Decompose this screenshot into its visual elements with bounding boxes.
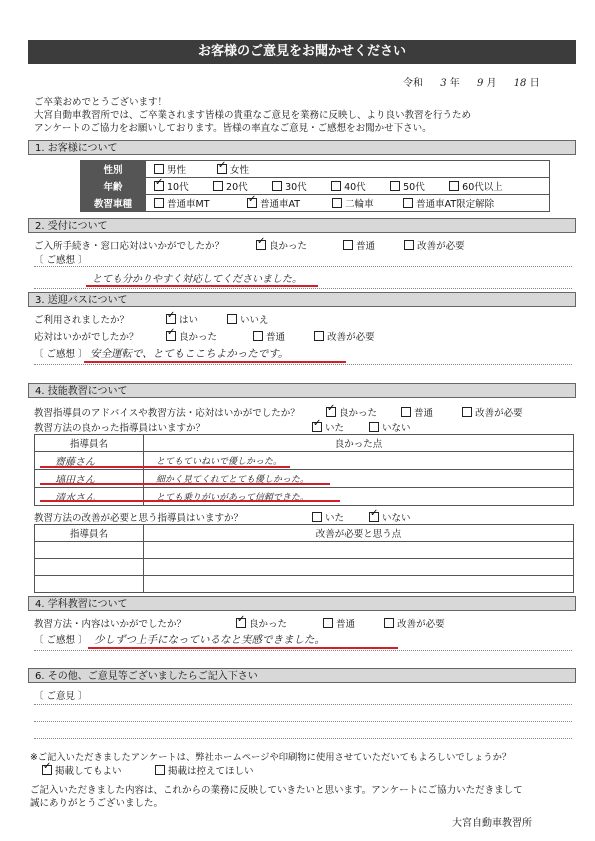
option-label: 普通 [336,619,356,630]
intro-text [34,96,471,135]
consent-options [42,763,254,777]
option-present[interactable] [312,510,366,524]
age-20s-option[interactable] [213,179,269,193]
consent-question: ※ご記入いただきましたアンケートは、弊社ホームページや印刷物に使用させていただいてもよろしいでしょうか？ [30,752,512,763]
table-row [35,576,574,593]
bad-instructor-table [34,524,574,593]
option-good[interactable] [326,405,398,419]
gender-female-option[interactable] [217,162,249,176]
reception-impression: とても分かりやすく対応してくださいました。 [92,274,302,285]
gender-options [146,161,550,178]
option-needs-improvement[interactable] [462,405,523,419]
option-no[interactable] [227,312,269,326]
good-instructor-question: 教習方法の良かった指導員はいますか？ [34,423,206,434]
option-needs-improvement[interactable] [314,329,375,343]
instructor-name: 齋藤さん [35,452,144,470]
checkbox[interactable] [404,240,414,250]
underline-mark [84,361,346,363]
checkbox[interactable] [253,331,263,341]
checkbox[interactable] [343,240,353,250]
checkbox[interactable] [403,198,413,208]
table-row [35,488,574,506]
age-options [146,178,550,195]
option-allow-publish[interactable] [42,763,152,777]
type-mt-option[interactable] [154,196,244,210]
checkbox-checked[interactable] [42,765,52,775]
table-cell [35,576,144,593]
date-day-unit: 日 [529,78,540,89]
checkbox[interactable] [314,331,324,341]
table-row [35,542,574,559]
divider [34,266,572,267]
closing-line: ご記入いただきました内容は、これからの業務に反映していきたいと思います。アンケートにご協力いただきまして [30,785,523,796]
table-cell [35,559,144,576]
option-normal[interactable] [323,616,381,630]
checkbox[interactable] [449,181,459,191]
option-label: 普通車AT限定解除 [416,199,495,210]
date-year-unit: 年 [449,78,460,89]
vehicle-type-options [146,195,550,212]
option-label: 良かった [339,408,378,419]
option-label: 20代 [226,182,248,193]
option-good[interactable] [236,616,320,630]
instructor-name: 塙田さん [35,470,144,488]
instructor-comment: とてもていねいで優しかった。 [144,452,574,470]
skills-advice-options [326,405,523,419]
option-label: いない [382,423,411,434]
underline-mark [88,647,398,649]
table-cell [144,576,574,593]
divider [34,288,572,289]
table-cell [144,559,574,576]
intro-line: 大宮自動車教習所では、ご卒業されます皆様の貴重なご意見を業務に反映し、より良い教習を行うため [34,110,472,121]
type-at-release-option[interactable] [403,196,494,210]
checkbox-checked[interactable] [247,198,257,208]
option-label: 改善が必要 [397,619,445,630]
option-absent[interactable] [369,420,411,434]
bus-impression: 安全運転で、とてもここちよかったです。 [90,348,289,360]
opinion-label: 〔 ご意見 〕 [34,691,88,702]
underline-mark [86,285,318,287]
option-label: 掲載してもよい [55,766,122,777]
checkbox-checked[interactable] [217,164,227,174]
divider [34,721,572,722]
bus-service-options [166,329,375,343]
reception-options [256,238,465,252]
impression-label: 〔 ご感想 〕 [34,349,88,360]
checkbox[interactable] [227,314,237,324]
good-instructor-options [312,420,411,434]
table-row [35,559,574,576]
option-label: 普通 [266,332,286,343]
option-yes[interactable] [166,312,224,326]
customer-info-table [80,160,550,212]
option-label: 改善が必要 [327,332,375,343]
option-label: 良かった [249,619,288,630]
option-deny-publish[interactable] [155,763,254,777]
checkbox[interactable] [462,407,472,417]
checkbox-checked[interactable] [166,314,176,324]
option-label: 10代 [167,182,189,193]
school-name: 大宮自動車教習所 [452,818,532,829]
option-good[interactable] [256,238,340,252]
bus-use-question: ご利用されましたか？ [34,315,130,326]
option-absent[interactable] [369,510,411,524]
question-text: ご入所手続き・窓口応対はいかがでしたか？ [34,241,225,252]
option-label: はい [179,315,199,326]
checkbox[interactable] [332,198,342,208]
age-label: 年齢 [81,178,146,195]
option-label: 普通 [356,241,376,252]
intro-line: ご卒業おめでとうございます！ [34,97,168,108]
section-1-header: 1. お客様について [28,140,576,155]
date-era: 令和 [403,78,423,89]
section-2-header: 2. 受付について [28,218,576,233]
skills-advice-question: 教習指導員のアドバイスや教習方法・応対はいかがでしたか？ [34,408,300,419]
checkbox-checked[interactable] [166,331,176,341]
checkbox[interactable] [154,198,164,208]
checkbox-checked[interactable] [312,422,322,432]
date-year: 3 [440,78,447,89]
instructor-comment: 細かく見てくれてとても優しかった。 [144,470,574,488]
option-good[interactable] [166,329,250,343]
option-label: 50代 [403,182,425,193]
checkbox[interactable] [213,181,223,191]
option-normal[interactable] [253,329,311,343]
checkbox-checked[interactable] [256,240,266,250]
section-5-header: 4. 学科教習について [28,596,576,611]
option-needs-improvement[interactable] [404,238,465,252]
checkbox[interactable] [154,164,164,174]
checkbox[interactable] [390,181,400,191]
checkbox[interactable] [401,407,411,417]
bad-instructor-question: 教習方法の改善が必要と思う指導員はいますか？ [34,513,244,524]
divider [34,650,572,651]
checkbox[interactable] [369,422,379,432]
age-40s-option[interactable] [331,179,387,193]
option-needs-improvement[interactable] [384,616,445,630]
option-normal[interactable] [401,405,459,419]
checkbox-checked[interactable] [326,407,336,417]
age-60s-option[interactable] [449,179,503,193]
table-cell [35,542,144,559]
option-label: 普通 [414,408,434,419]
column-header: 指導員名 [35,435,144,452]
checkbox[interactable] [323,618,333,628]
option-label: 40代 [344,182,366,193]
checkbox[interactable] [312,512,322,522]
option-label: 良かった [269,241,308,252]
type-at-option[interactable] [247,196,329,210]
checkbox-checked[interactable] [154,181,164,191]
column-header: 良かった点 [144,435,574,452]
bus-service-question: 応対はいかがでしたか？ [34,332,139,343]
option-label: 男性 [167,165,187,176]
option-present[interactable] [312,420,366,434]
option-label: いた [325,513,345,524]
option-label: 改善が必要 [475,408,523,419]
instructor-comment: とても乗りがいがあって信頼できた。 [144,488,574,506]
checkbox-checked[interactable] [236,618,246,628]
option-label: 掲載は控えてほしい [168,766,254,777]
vehicle-type-label: 教習車種 [81,195,146,212]
section-3-header: 3. 送迎バスについて [28,292,576,307]
impression-label: 〔 ご感想 〕 [34,255,88,266]
classroom-impression: 少しずつ上手になっているなと実感できました。 [94,634,325,646]
section-6-header: 6. その他、ご意見等ございましたらご記入下さい [28,668,576,683]
section-4-header: 4. 技能教習について [28,383,576,398]
impression-label: 〔 ご感想 〕 [34,635,88,646]
age-50s-option[interactable] [390,179,446,193]
underline-mark [40,500,340,502]
option-label: 良かった [179,332,218,343]
bad-instructor-options [312,510,411,524]
option-normal[interactable] [343,238,401,252]
type-motorcycle-option[interactable] [332,196,400,210]
date-day: 18 [513,78,527,89]
option-label: いいえ [240,315,269,326]
date-month: 9 [476,78,484,89]
column-header: 指導員名 [35,525,144,542]
checkbox[interactable] [331,181,341,191]
classroom-options [236,616,445,630]
option-label: いた [325,423,345,434]
date-line [403,74,540,89]
column-header: 改善が必要と思う点 [144,525,574,542]
page-title: お客様のご意見をお聞かせください [28,40,576,64]
good-instructor-table [34,434,574,506]
closing-line: 誠にありがとうございました。 [30,798,164,809]
option-label: 女性 [230,165,250,176]
option-label: 改善が必要 [417,241,465,252]
date-month-unit: 月 [486,78,497,89]
gender-male-option[interactable] [154,162,214,176]
classroom-question: 教習方法・内容はいかがでしたか？ [34,619,187,630]
option-label: 普通車MT [167,199,210,210]
option-label: 30代 [285,182,307,193]
bus-use-options [166,312,269,326]
age-30s-option[interactable] [272,179,328,193]
table-cell [144,542,574,559]
reception-question-row [34,238,224,252]
checkbox[interactable] [155,765,165,775]
checkbox[interactable] [384,618,394,628]
divider [34,704,572,705]
option-label: いない [382,513,411,524]
intro-line: アンケートのご協力をお願いしております。皆様の率直なご意見・ご感想をお聞かせ下さい。 [34,123,432,134]
instructor-name: 清水さん [35,488,144,506]
gender-label: 性別 [81,161,146,178]
age-10s-option[interactable] [154,179,210,193]
option-label: 60代以上 [462,182,503,193]
option-label: 普通車AT [260,199,301,210]
underline-mark [40,483,330,485]
checkbox[interactable] [272,181,282,191]
underline-mark [40,466,290,468]
option-label: 二輪車 [345,199,374,210]
divider [34,364,572,365]
closing-text [30,784,523,810]
divider [34,738,572,739]
checkbox-checked[interactable] [369,512,379,522]
